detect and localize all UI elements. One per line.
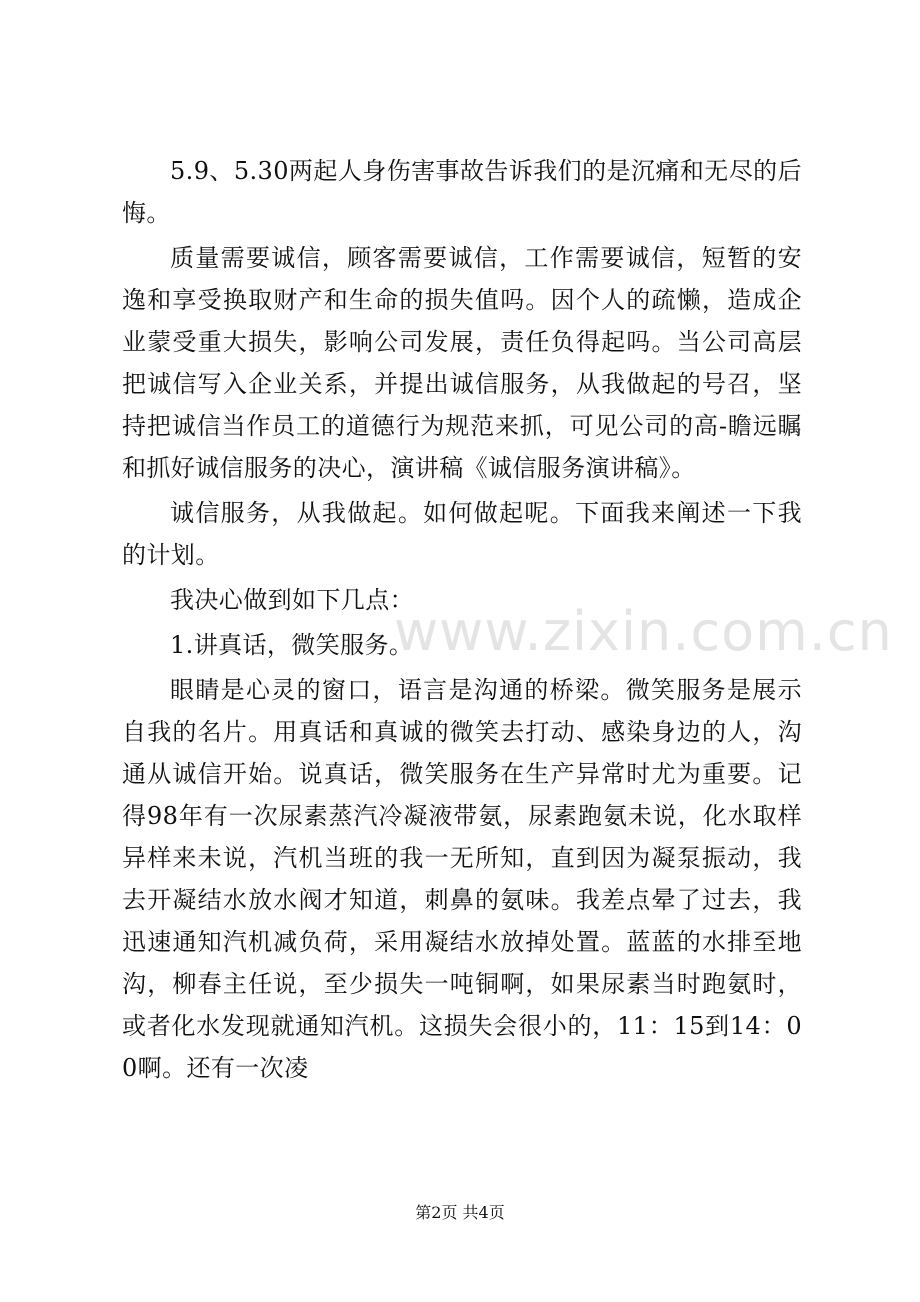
paragraph-1: 5.9、5.30两起人身伤害事故告诉我们的是沉痛和无尽的后悔。 — [122, 157, 802, 227]
page-footer: 第2页 共4页 — [415, 1203, 505, 1222]
document-body — [122, 150, 802, 1092]
paragraph-5: 1.讲真话，微笑服务。 — [170, 631, 414, 659]
paragraph-6: 眼睛是心灵的窗口，语言是沟通的桥梁。微笑服务是展示自我的名片。用真话和真诚的微笑去打动、感染身边的人，沟通从诚信开始。说真话，微笑服务在生产异常时尤为重要。记得98年有一次尿素蒸汽冷凝液带氨，尿素跑氨未说，化水取样异样来未说，汽机当班的我一无所知，直到因为凝泵振动，我去开凝结水放水阀才知道，刺鼻的氨味。我差点晕了过去，我迅速通知汽机减负荷，采用凝结水放掉处置。蓝蓝的水排至地沟，柳春主任说，至少损失一吨铜啊，如果尿素当时跑氨时，或者化水发现就通知汽机。这损失会很小的，11：15到14：00啊。还有一次凌 — [122, 676, 802, 1082]
watermark: www.zixin.com.cn — [394, 600, 893, 663]
paragraph-3: 诚信服务，从我做起。如何做起呢。下面我来阐述一下我的计划。 — [122, 499, 802, 569]
paragraph-4: 我决心做到如下几点： — [170, 586, 414, 614]
paragraph-2: 质量需要诚信，顾客需要诚信，工作需要诚信，短暂的安逸和享受换取财产和生命的损失值吗。因个人的疏懒，造成企业蒙受重大损失，影响公司发展，责任负得起吗。当公司高层把诚信写入企业关系，并提出诚信服务，从我做起的号召，坚持把诚信当作员工的道德行为规范来抓，可见公司的高-瞻远瞩和抓好诚信服务的决心，演讲稿《诚信服务演讲稿》。 — [122, 244, 802, 482]
